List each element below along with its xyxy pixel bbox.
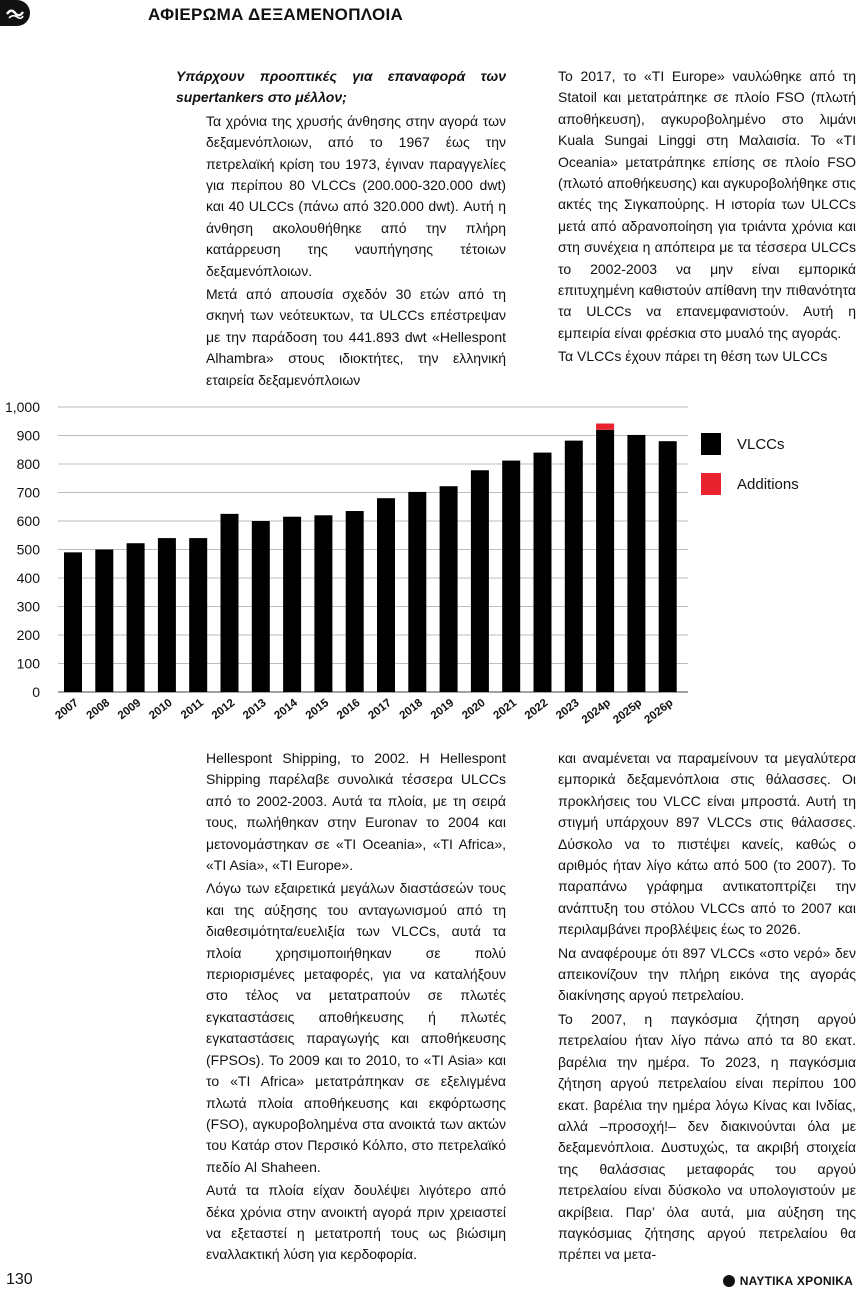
y-tick-label: 1,000: [4, 399, 40, 415]
bar-vlccs-2013: [252, 521, 270, 692]
paragraph: Μετά από απουσία σχεδόν 30 ετών από τη σκηνή των νεότευκτων, τα ULCCs επέστρεψαν με την παράδοση του 441.893 dwt «Hellespont Alhambra» στους ιδιοκτήτες, την ελληνική εταιρεία δεξαμενόπλοιων: [206, 286, 506, 388]
paragraph: και αναμένεται να παραμείνουν τα μεγαλύτερα εμπορικά δεξαμενόπλοια στις θάλασσες. Οι προκλήσεις του VLCC είναι μπροστά. Αυτή τη στιγμή υπάρχουν 897 VLCCs στις θάλασσες. Δύσκολο να το πιστέψει κανείς, καθώς ο αριθμός ήταν λίγο κάτω από 500 (το 2007). Το παραπάνω γράφημα αντικατοπτρίζει την ανάπτυξη του στόλου VLCCs από το 2007 και περιλαμβάνει προβλέψεις έως το 2026.: [558, 750, 856, 938]
vlcc-fleet-chart: [0, 395, 857, 735]
bar-vlccs-2022: [534, 453, 552, 692]
bar-vlccs-2010: [158, 538, 176, 692]
brand-name: ΝΑΥΤΙΚΑ ΧΡΟΝΙΚΑ: [739, 1274, 853, 1288]
bar-vlccs-2019: [440, 486, 458, 692]
x-tick-label: 2026p: [642, 696, 676, 727]
y-tick-label: 800: [16, 456, 40, 472]
x-tick-label: 2010: [147, 696, 175, 723]
bar-vlccs-2017: [377, 498, 395, 692]
y-tick-label: 300: [16, 598, 40, 615]
y-tick-label: 0: [32, 684, 40, 700]
x-tick-label: 2009: [115, 696, 144, 723]
y-tick-label: 100: [16, 655, 40, 672]
bar-vlccs-2016: [346, 511, 364, 692]
x-tick-label: 2021: [491, 696, 520, 723]
paragraph: Hellespont Shipping, το 2002. Η Hellespont Shipping παρέλαβε συνολικά τέσσερα ULCCs από το 2002-2003. Αυτά τα πλοία, με τη σειρά τους, πωλήθηκαν στην Euronav το 2004 και μετονομάστηκαν σε «TI Oceania», «TI Africa», «TI Asia», «TI Europe».: [206, 750, 506, 874]
x-tick-label: 2015: [303, 696, 332, 723]
x-tick-label: 2024p: [579, 696, 613, 727]
bar-vlccs-2023: [565, 441, 583, 692]
x-tick-label: 2017: [366, 696, 394, 723]
legend-label-additions: Additions: [737, 476, 799, 493]
bar-vlccs-2012: [221, 514, 239, 692]
x-tick-label: 2012: [209, 696, 238, 723]
legend-label-vlccs: VLCCs: [737, 436, 785, 453]
x-tick-label: 2013: [241, 696, 269, 723]
bar-vlccs-2007: [64, 552, 82, 692]
section-title: ΑΦΙΕΡΩΜΑ ΔΕΞΑΜΕΝΟΠΛΟΙΑ: [148, 5, 404, 24]
bottom-left-column: [206, 748, 506, 1268]
x-tick-label: 2011: [178, 696, 207, 722]
paragraph: Αυτά τα πλοία είχαν δουλέψει λιγότερο από δέκα χρόνια στην ανοικτή αγορά πριν χρειαστεί να εξεταστεί η μετατροπή τους ως βιώσιμη εναλλακτική λύση για κερδοφορία.: [206, 1182, 506, 1263]
legend-swatch-additions: [701, 473, 721, 495]
brand-logo-icon: [723, 1275, 735, 1287]
x-tick-label: 2025p: [611, 696, 645, 727]
top-left-column: [176, 66, 506, 393]
y-tick-label: 700: [16, 484, 40, 501]
x-tick-label: 2023: [554, 696, 582, 723]
y-tick-label: 900: [16, 427, 40, 444]
page-number: 130: [6, 1271, 33, 1288]
bottom-right-column: [558, 748, 856, 1268]
bar-vlccs-2008: [95, 550, 113, 693]
legend-swatch-vlccs: [701, 433, 721, 455]
x-tick-label: 2016: [334, 696, 363, 723]
x-tick-label: 2014: [272, 696, 300, 723]
paragraph: Το 2007, η παγκόσμια ζήτηση αργού πετρελαίου ήταν λίγο πάνω από τα 80 εκατ. βαρέλια την ημέρα. Το 2023, η παγκόσμια ζήτηση αργού πετρελαίου είναι περίπου 100 εκατ. βαρέλια την ημέρα λόγω Κίνας και Ινδίας, αλλά –προσοχή!– δεν διακινούνται όλα με δεξαμενόπλοια. Δυστυχώς, τα ακριβή στοιχεία της θαλάσσιας μεταφοράς του αργού πετρελαίου είναι δύσκολο να υπολογιστούν με ακρίβεια. Παρ’ όλα αυτά, μια αύξηση της παγκόσμιας ζήτησης αργού πετρελαίου θα πρέπει να μετα-: [558, 1010, 856, 1263]
bar-vlccs-2025p: [627, 435, 645, 692]
bar-vlccs-2011: [189, 538, 207, 692]
bar-vlccs-2026p: [659, 441, 677, 692]
y-tick-label: 200: [16, 627, 40, 643]
brand-footer: [723, 1274, 853, 1288]
top-right-column: [558, 66, 856, 370]
x-tick-label: 2007: [53, 696, 81, 723]
x-tick-label: 2019: [428, 696, 457, 723]
section-logo-icon: [0, 0, 30, 26]
y-tick-label: 400: [16, 570, 40, 586]
subheading: Υπάρχουν προοπτικές για επαναφορά των supertankers στο μέλλον;: [176, 68, 506, 106]
bar-vlccs-2021: [502, 461, 520, 692]
y-tick-label: 600: [16, 513, 40, 529]
bar-vlccs-2020: [471, 470, 489, 692]
y-tick-label: 500: [16, 541, 40, 558]
paragraph: Το 2017, το «TI Europe» ναυλώθηκε από τη Statoil και μετατράπηκε σε πλοίο FSO (πλωτή αποθήκευση), αγκυροβολημένο στο λιμάνι Kuala Sungai Linggi στη Μαλαισία. Το «TI Oceania» μετατράπηκε επίσης σε πλοίο FSO (πλωτό αποθήκευσης) και αγκυροβολήθηκε στις ακτές της Σιγκαπούρης. Η ιστορία των ULCCs μετά από αδρανοποίηση για τριάντα χρόνια και στη συνέχεια η απόπειρα με τα τέσσερα ULCCs το 2002-2003 να μην είναι εμπορικά επιτυχημένη καθιστούν απίθανη την πιθανότητα τα ULCCs να επανεμφανιστούν. Αυτή η εμπειρία είναι φρέσκια στο μυαλό της αγοράς.: [558, 68, 856, 341]
paragraph: Να αναφέρουμε ότι 897 VLCCs «στο νερό» δεν απεικονίζουν την πλήρη εικόνα της αγοράς διακίνησης αργού πετρελαίου.: [558, 944, 856, 1004]
bar-additions-2024p: [596, 424, 614, 430]
x-tick-label: 2018: [397, 696, 426, 723]
bar-vlccs-2014: [283, 517, 301, 692]
x-tick-label: 2008: [84, 696, 113, 723]
paragraph: Λόγω των εξαιρετικά μεγάλων διαστάσεών τους και της αύξησης του ανταγωνισμού από τη διαθεσιμότητα/ευελιξία των VLCCs, αυτά τα πλοία χρησιμοποιήθηκαν σε πολύ περιορισμένες μεταφορές, για να καταλήξουν στο τέλος να μετατραπούν σε πλωτές εγκαταστάσεις αποθήκευσης ή πλωτές εγκαταστάσεις παραγωγής και αποθήκευσης (FPSOs). Το 2009 και το 2010, το «TI Asia» και το «TI Africa» μετατράπηκαν σε εξελιγμένα πλωτά πλοία αποθήκευσης και εκφόρτωσης (FSO), αγκυροβολημένα στα ανοικτά των ακτών του Κατάρ στον Περσικό Κόλπο, στο πετρελαϊκό πεδίο Al Shaheen.: [206, 880, 506, 1175]
paragraph: Τα χρόνια της χρυσής άνθησης στην αγορά των δεξαμενόπλοιων, από το 1967 έως την πετρελαϊκή κρίση του 1973, έγιναν παραγγελίες για περίπου 80 VLCCs (200.000-320.000 dwt) και 40 ULCCs (πάνω από 320.000 dwt). Αυτή η άνθηση ακολουθήθηκε από την πλήρη κατάρρευση της ναυπήγησης τέτοιων δεξαμενόπλοιων.: [206, 112, 506, 279]
bar-vlccs-2024p: [596, 430, 614, 692]
bar-vlccs-2009: [127, 543, 145, 692]
paragraph: Τα VLCCs έχουν πάρει τη θέση των ULCCs: [558, 348, 828, 365]
bar-vlccs-2018: [408, 492, 426, 692]
x-tick-label: 2022: [522, 696, 551, 723]
bar-vlccs-2015: [314, 515, 332, 692]
x-tick-label: 2020: [460, 696, 488, 723]
